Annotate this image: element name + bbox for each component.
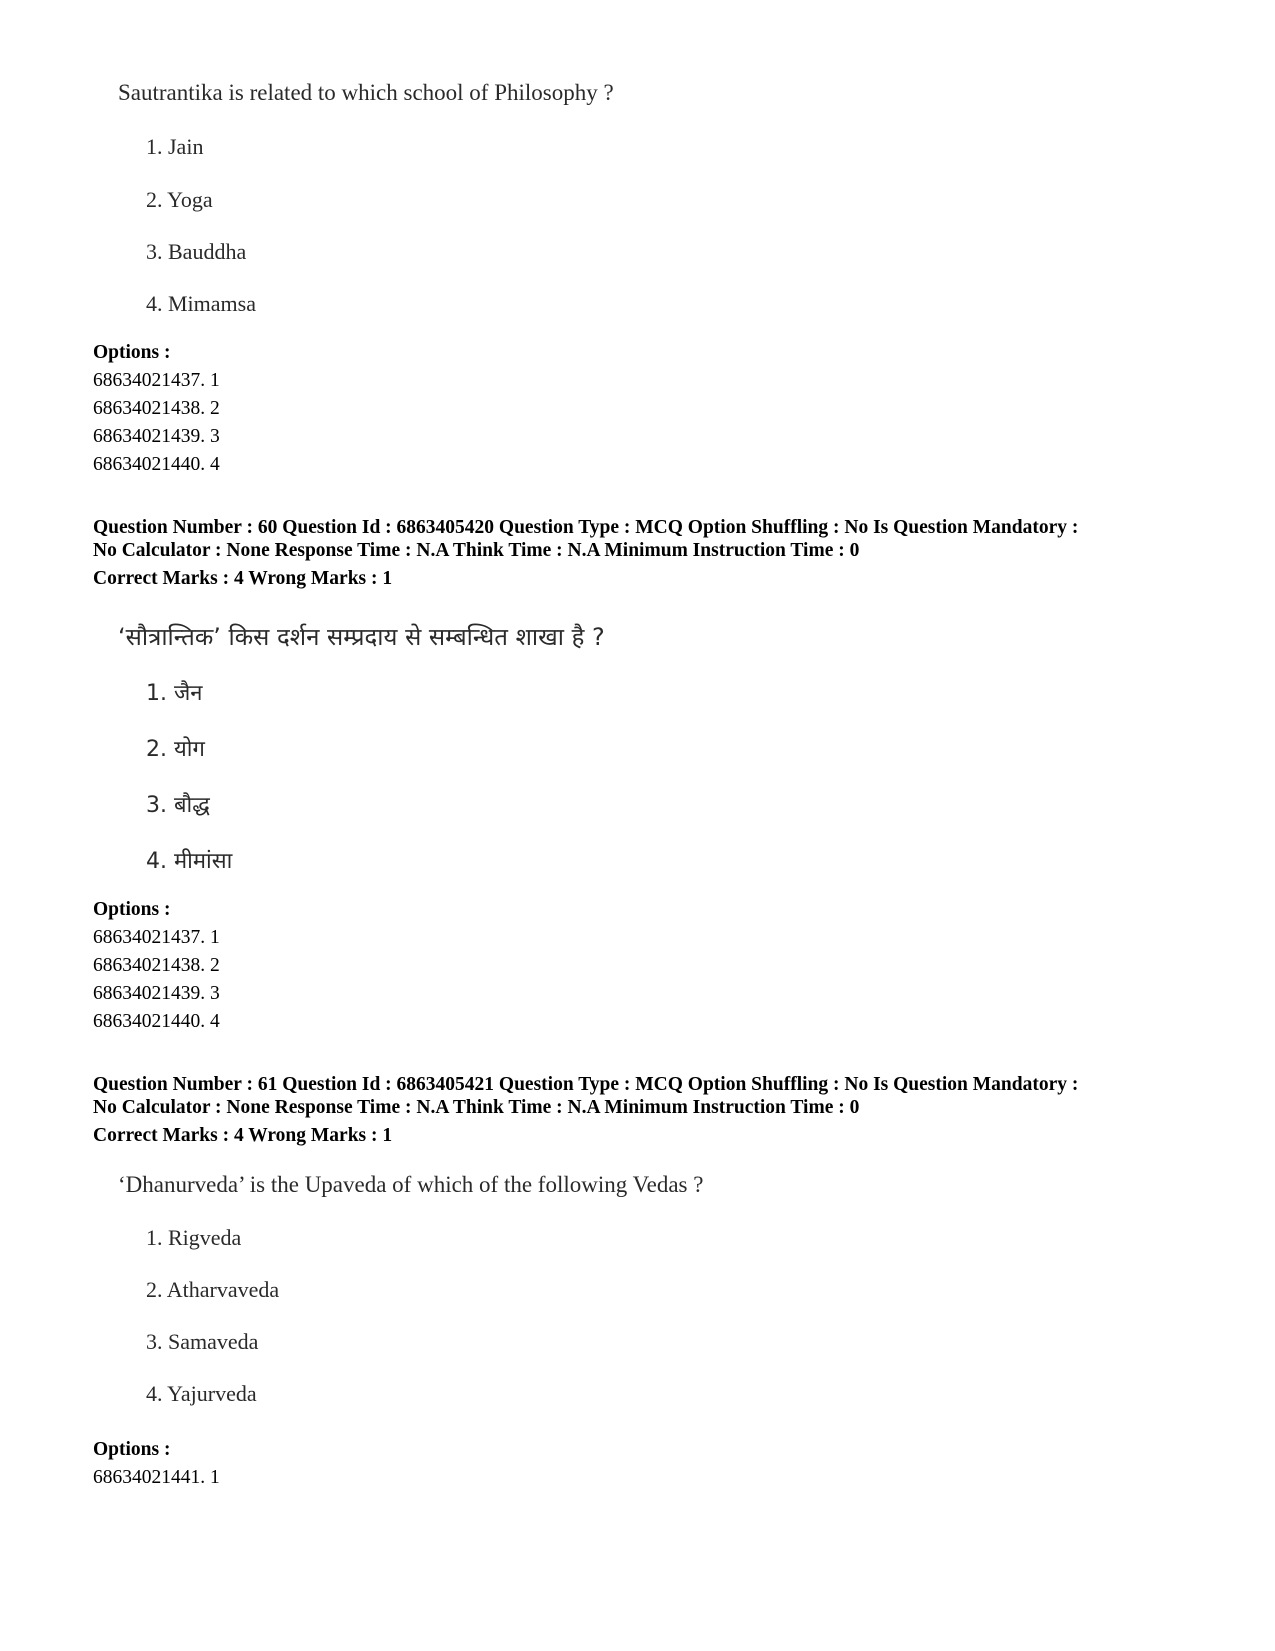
question-choice: 4. Yajurveda <box>146 1381 257 1406</box>
question-marks: Correct Marks : 4 Wrong Marks : 1 <box>93 568 393 589</box>
question-stem: Sautrantika is related to which school of Philosophy ? <box>118 80 614 105</box>
question-meta: Question Number : 60 Question Id : 6863405420 Question Type : MCQ Option Shuffling : No Is Question Mandatory : <box>93 517 1079 538</box>
question-choice: 3. Bauddha <box>146 239 247 264</box>
question-choice: 1. जैन <box>146 681 203 706</box>
question-stem: ‘सौत्रान्तिक’ किस दर्शन सम्प्रदाय से सम्बन्धित शाखा है ? <box>118 623 605 651</box>
question-choice: 2. Yoga <box>146 187 213 212</box>
option-id: 68634021439. 3 <box>93 426 220 447</box>
option-id: 68634021437. 1 <box>93 927 220 948</box>
question-choice: 3. बौद्ध <box>146 793 210 818</box>
question-choice: 3. Samaveda <box>146 1329 259 1354</box>
option-id: 68634021438. 2 <box>93 398 220 419</box>
question-choice: 2. योग <box>146 737 205 762</box>
option-id: 68634021440. 4 <box>93 454 220 475</box>
question-meta: No Calculator : None Response Time : N.A Think Time : N.A Minimum Instruction Time : 0 <box>93 1097 860 1118</box>
option-id: 68634021438. 2 <box>93 955 220 976</box>
question-choice: 2. Atharvaveda <box>146 1277 280 1302</box>
question-choice: 1. Rigveda <box>146 1225 242 1250</box>
question-choice: 4. Mimamsa <box>146 291 256 316</box>
options-label: Options : <box>93 342 171 363</box>
option-id: 68634021439. 3 <box>93 983 220 1004</box>
option-id: 68634021441. 1 <box>93 1467 220 1488</box>
options-label: Options : <box>93 1439 171 1460</box>
question-stem: ‘Dhanurveda’ is the Upaveda of which of the following Vedas ? <box>118 1172 704 1197</box>
question-choice: 1. Jain <box>146 134 204 159</box>
question-meta: Question Number : 61 Question Id : 6863405421 Question Type : MCQ Option Shuffling : No Is Question Mandatory : <box>93 1074 1079 1095</box>
question-meta: No Calculator : None Response Time : N.A Think Time : N.A Minimum Instruction Time : 0 <box>93 540 860 561</box>
option-id: 68634021440. 4 <box>93 1011 220 1032</box>
question-choice: 4. मीमांसा <box>146 849 233 874</box>
options-label: Options : <box>93 899 171 920</box>
question-marks: Correct Marks : 4 Wrong Marks : 1 <box>93 1125 393 1146</box>
option-id: 68634021437. 1 <box>93 370 220 391</box>
